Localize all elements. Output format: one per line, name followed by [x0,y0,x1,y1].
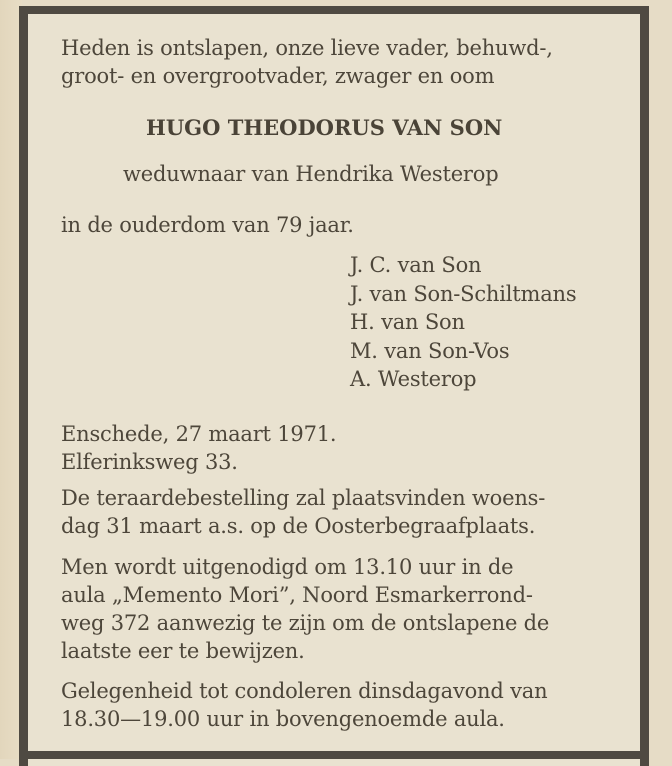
invitation-line: aula „Memento Mori”, Noord Esmarkerrond- [61,583,533,607]
place-date: Enschede, 27 maart 1971. [61,422,337,446]
intro-line-2: groot- en overgrootvader, zwager en oom [61,64,495,88]
age-line: in de ouderdom van 79 jaar. [61,213,354,237]
condolence-line: Gelegenheid tot condoleren dinsdagavond van [61,679,548,703]
notice-bottom-rule [19,751,649,759]
invitation-line: weg 372 aanwezig te zijn om de ontslapene de [61,611,550,635]
signatories-list [350,251,576,394]
invitation-line: Men wordt uitgenodigd om 13.10 uur in de [61,555,514,579]
signatory: J. C. van Son [350,253,482,277]
intro-line-1: Heden is ontslapen, onze lieve vader, behuwd-, [61,36,553,60]
deceased-name: HUGO THEODORUS VAN SON [146,115,503,140]
invitation-paragraph [61,553,636,665]
condolence-paragraph [61,677,636,733]
invitation-line: laatste eer te bewijzen. [61,639,305,663]
burial-line: dag 31 maart a.s. op de Oosterbegraafplaats. [61,514,536,538]
address: Elferinksweg 33. [61,450,238,474]
condolence-line: 18.30—19.00 uur in bovengenoemde aula. [61,707,505,731]
burial-paragraph [61,484,636,540]
signatory: J. van Son-Schiltmans [350,281,577,306]
signatory: A. Westerop [350,367,477,391]
burial-line: De teraardebestelling zal plaatsvinden woens- [61,486,546,510]
signatory: H. van Son [350,310,465,334]
widower-line: weduwnaar van Hendrika Westerop [123,162,499,186]
signatory: M. van Son-Vos [350,338,510,363]
